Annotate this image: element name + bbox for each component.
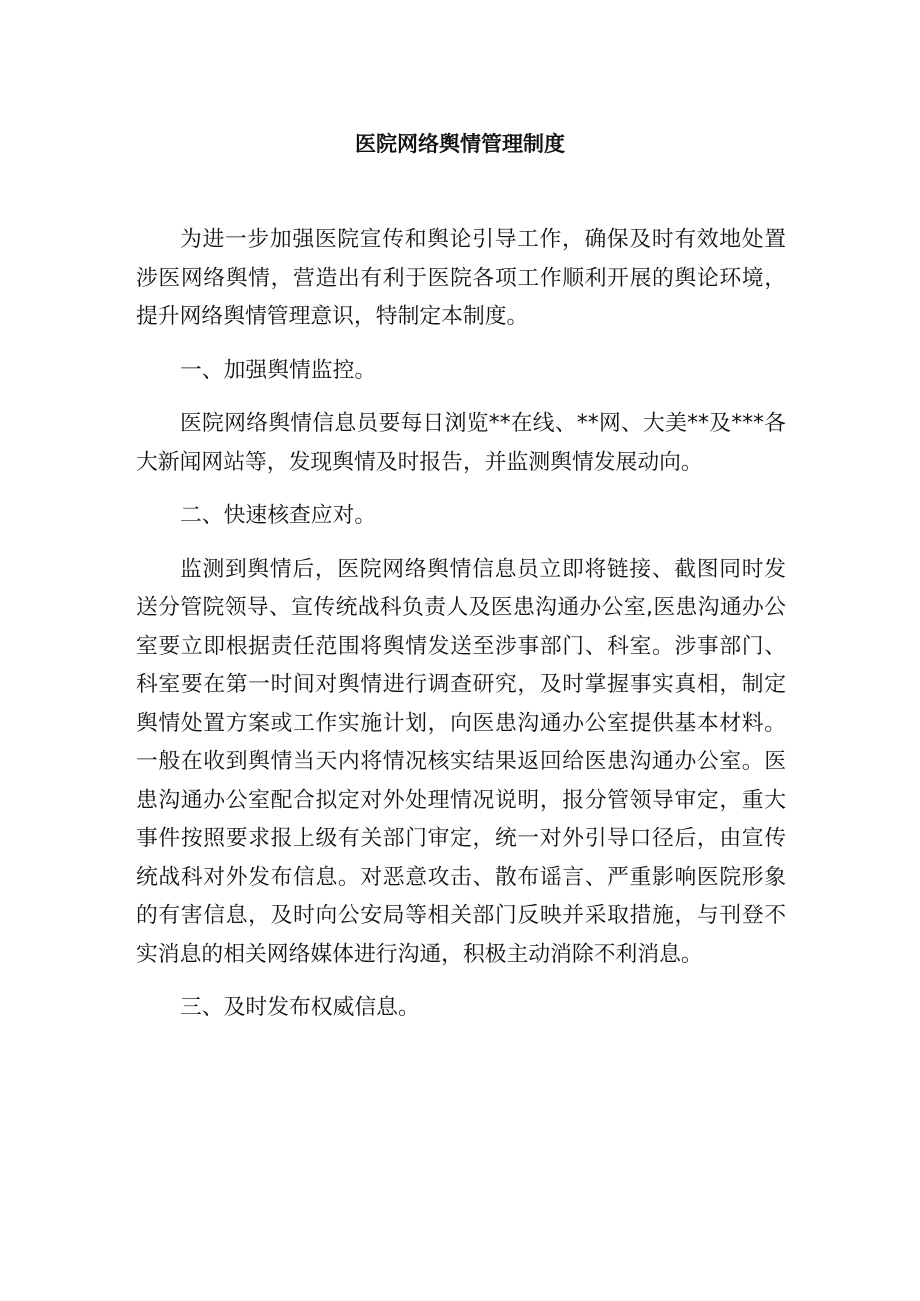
- document-body: [136, 221, 786, 1043]
- section-1-paragraph: 医院网络舆情信息员要每日浏览**在线、**网、大美**及***各大新闻网站等，发现舆情及时报告，并监测舆情发展动向。: [136, 411, 786, 475]
- document-title: 医院网络舆情管理制度: [355, 132, 565, 156]
- section-heading-1: 一、加强舆情监控。: [180, 357, 377, 383]
- intro-paragraph: 为进一步加强医院宣传和舆论引导工作，确保及时有效地处置涉医网络舆情，营造出有利于医院各项工作顺利开展的舆论环境，提升网络舆情管理意识，特制定本制度。: [136, 227, 786, 329]
- section-heading-3: 三、及时发布权威信息。: [180, 995, 420, 1020]
- section-heading-2: 二、快速核查应对。: [180, 503, 377, 528]
- section-2-paragraph: 监测到舆情后，医院网络舆情信息员立即将链接、截图同时发送分管院领导、宣传统战科负责人及医患沟通办公室,医患沟通办公室要立即根据责任范围将舆情发送至涉事部门、科室。涉事部门、科室要在第一时间对舆情进行调查研究，及时掌握事实真相，制定舆情处置方案或工作实施计划，向医患沟通办公室提供基本材料。一般在收到舆情当天内将情况核实结果返回给医患沟通办公室。医患沟通办公室配合拟定对外处理情况说明，报分管领导审定，重大事件按照要求报上级有关部门审定，统一对外引导口径后，由宣传统战科对外发布信息。对恶意攻击、散布谣言、严重影响医院形象的有害信息，及时向公安局等相关部门反映并采取措施，与刊登不实消息的相关网络媒体进行沟通，积极主动消除不利消息。: [136, 556, 786, 967]
